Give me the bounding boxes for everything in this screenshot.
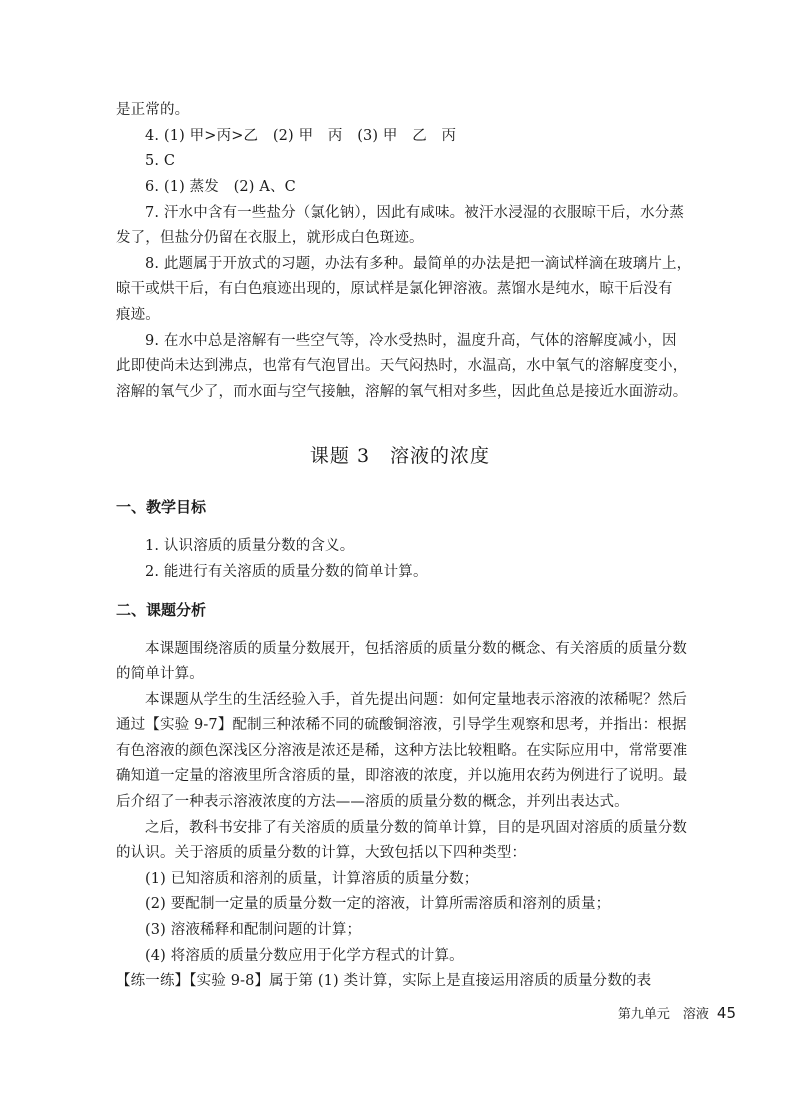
answer-8-line-2: 晾干或烘干后，有白色痕迹出现的，原试样是氯化钾溶液。蒸馏水是纯水，晾干后没有 — [116, 281, 673, 297]
footer-unit-label: 第九单元 溶液 — [617, 1007, 709, 1022]
goal-2: 2. 能进行有关溶质的质量分数的简单计算。 — [145, 564, 428, 580]
answer-9-line-1: 9. 在水中总是溶解有一些空气等，冷水受热时，温度升高，气体的溶解度减小，因 — [145, 333, 677, 349]
analysis-line: 的简单计算。 — [116, 666, 204, 682]
analysis-line: 本课题从学生的生活经验入手，首先提出问题：如何定量地表示溶液的浓稀呢？然后 — [145, 692, 688, 708]
answer-6: 6. (1) 蒸发 (2) A、C — [145, 179, 296, 195]
answer-4: 4. (1) 甲>丙>乙 (2) 甲 丙 (3) 甲 乙 丙 — [145, 128, 457, 144]
answer-7-line-1: 7. 汗水中含有一些盐分（氯化钠），因此有咸味。被汗水浸湿的衣服晾干后，水分蒸 — [145, 205, 685, 221]
analysis-line: 【练一练】【实验 9-8】属于第 (1) 类计算，实际上是直接运用溶质的质量分数的表 — [116, 973, 652, 989]
analysis-line: 的认识。关于溶质的质量分数的计算，大致包括以下四种类型： — [116, 845, 527, 861]
page-footer — [560, 1003, 736, 1022]
analysis-line: 确知道一定量的溶液里所含溶质的量，即溶液的浓度，并以施用农药为例进行了说明。最 — [116, 768, 688, 784]
answer-continuation: 是正常的。 — [116, 102, 190, 118]
calc-type-2: (2) 要配制一定量的质量分数一定的溶液，计算所需溶质和溶剂的质量； — [145, 896, 611, 912]
calc-type-1: (1) 已知溶质和溶剂的质量，计算溶质的质量分数； — [145, 871, 479, 887]
analysis-line: 本课题围绕溶质的质量分数展开，包括溶质的质量分数的概念、有关溶质的质量分数 — [145, 641, 688, 657]
answer-9-line-3: 溶解的氧气少了，而水面与空气接触，溶解的氧气相对多些，因此鱼总是接近水面游动。 — [116, 384, 688, 400]
analysis-line: 之后，教科书安排了有关溶质的质量分数的简单计算，目的是巩固对溶质的质量分数 — [145, 820, 688, 836]
calc-type-4: (4) 将溶质的质量分数应用于化学方程式的计算。 — [145, 948, 464, 964]
calc-type-3: (3) 溶液稀释和配制问题的计算； — [145, 922, 362, 938]
analysis-line: 后介绍了一种表示溶液浓度的方法——溶质的质量分数的概念，并列出表达式。 — [116, 794, 629, 810]
analysis-line: 有色溶液的颜色深浅区分溶液是浓还是稀，这种方法比较粗略。在实际应用中，常常要准 — [116, 743, 688, 759]
heading-teaching-goals: 一、教学目标 — [116, 498, 207, 516]
answer-8-line-3: 痕迹。 — [116, 307, 160, 323]
heading-topic-analysis: 二、课题分析 — [116, 601, 207, 619]
answer-7-line-2: 发了，但盐分仍留在衣服上，就形成白色斑迹。 — [116, 230, 424, 246]
page-number: 45 — [716, 1004, 736, 1022]
answer-9-line-2: 此即使尚未达到沸点，也常有气泡冒出。天气闷热时，水温高，水中氧气的溶解度变小， — [116, 358, 688, 374]
answer-5: 5. C — [145, 153, 176, 169]
analysis-line: 通过【实验 9-7】配制三种浓稀不同的硫酸铜溶液，引导学生观察和思考，并指出：根据 — [116, 717, 687, 733]
answer-8-line-1: 8. 此题属于开放式的习题，办法有多种。最简单的办法是把一滴试样滴在玻璃片上， — [145, 256, 692, 272]
goal-1: 1. 认识溶质的质量分数的含义。 — [145, 538, 355, 554]
section-title: 课题 3 溶液的浓度 — [309, 445, 491, 467]
